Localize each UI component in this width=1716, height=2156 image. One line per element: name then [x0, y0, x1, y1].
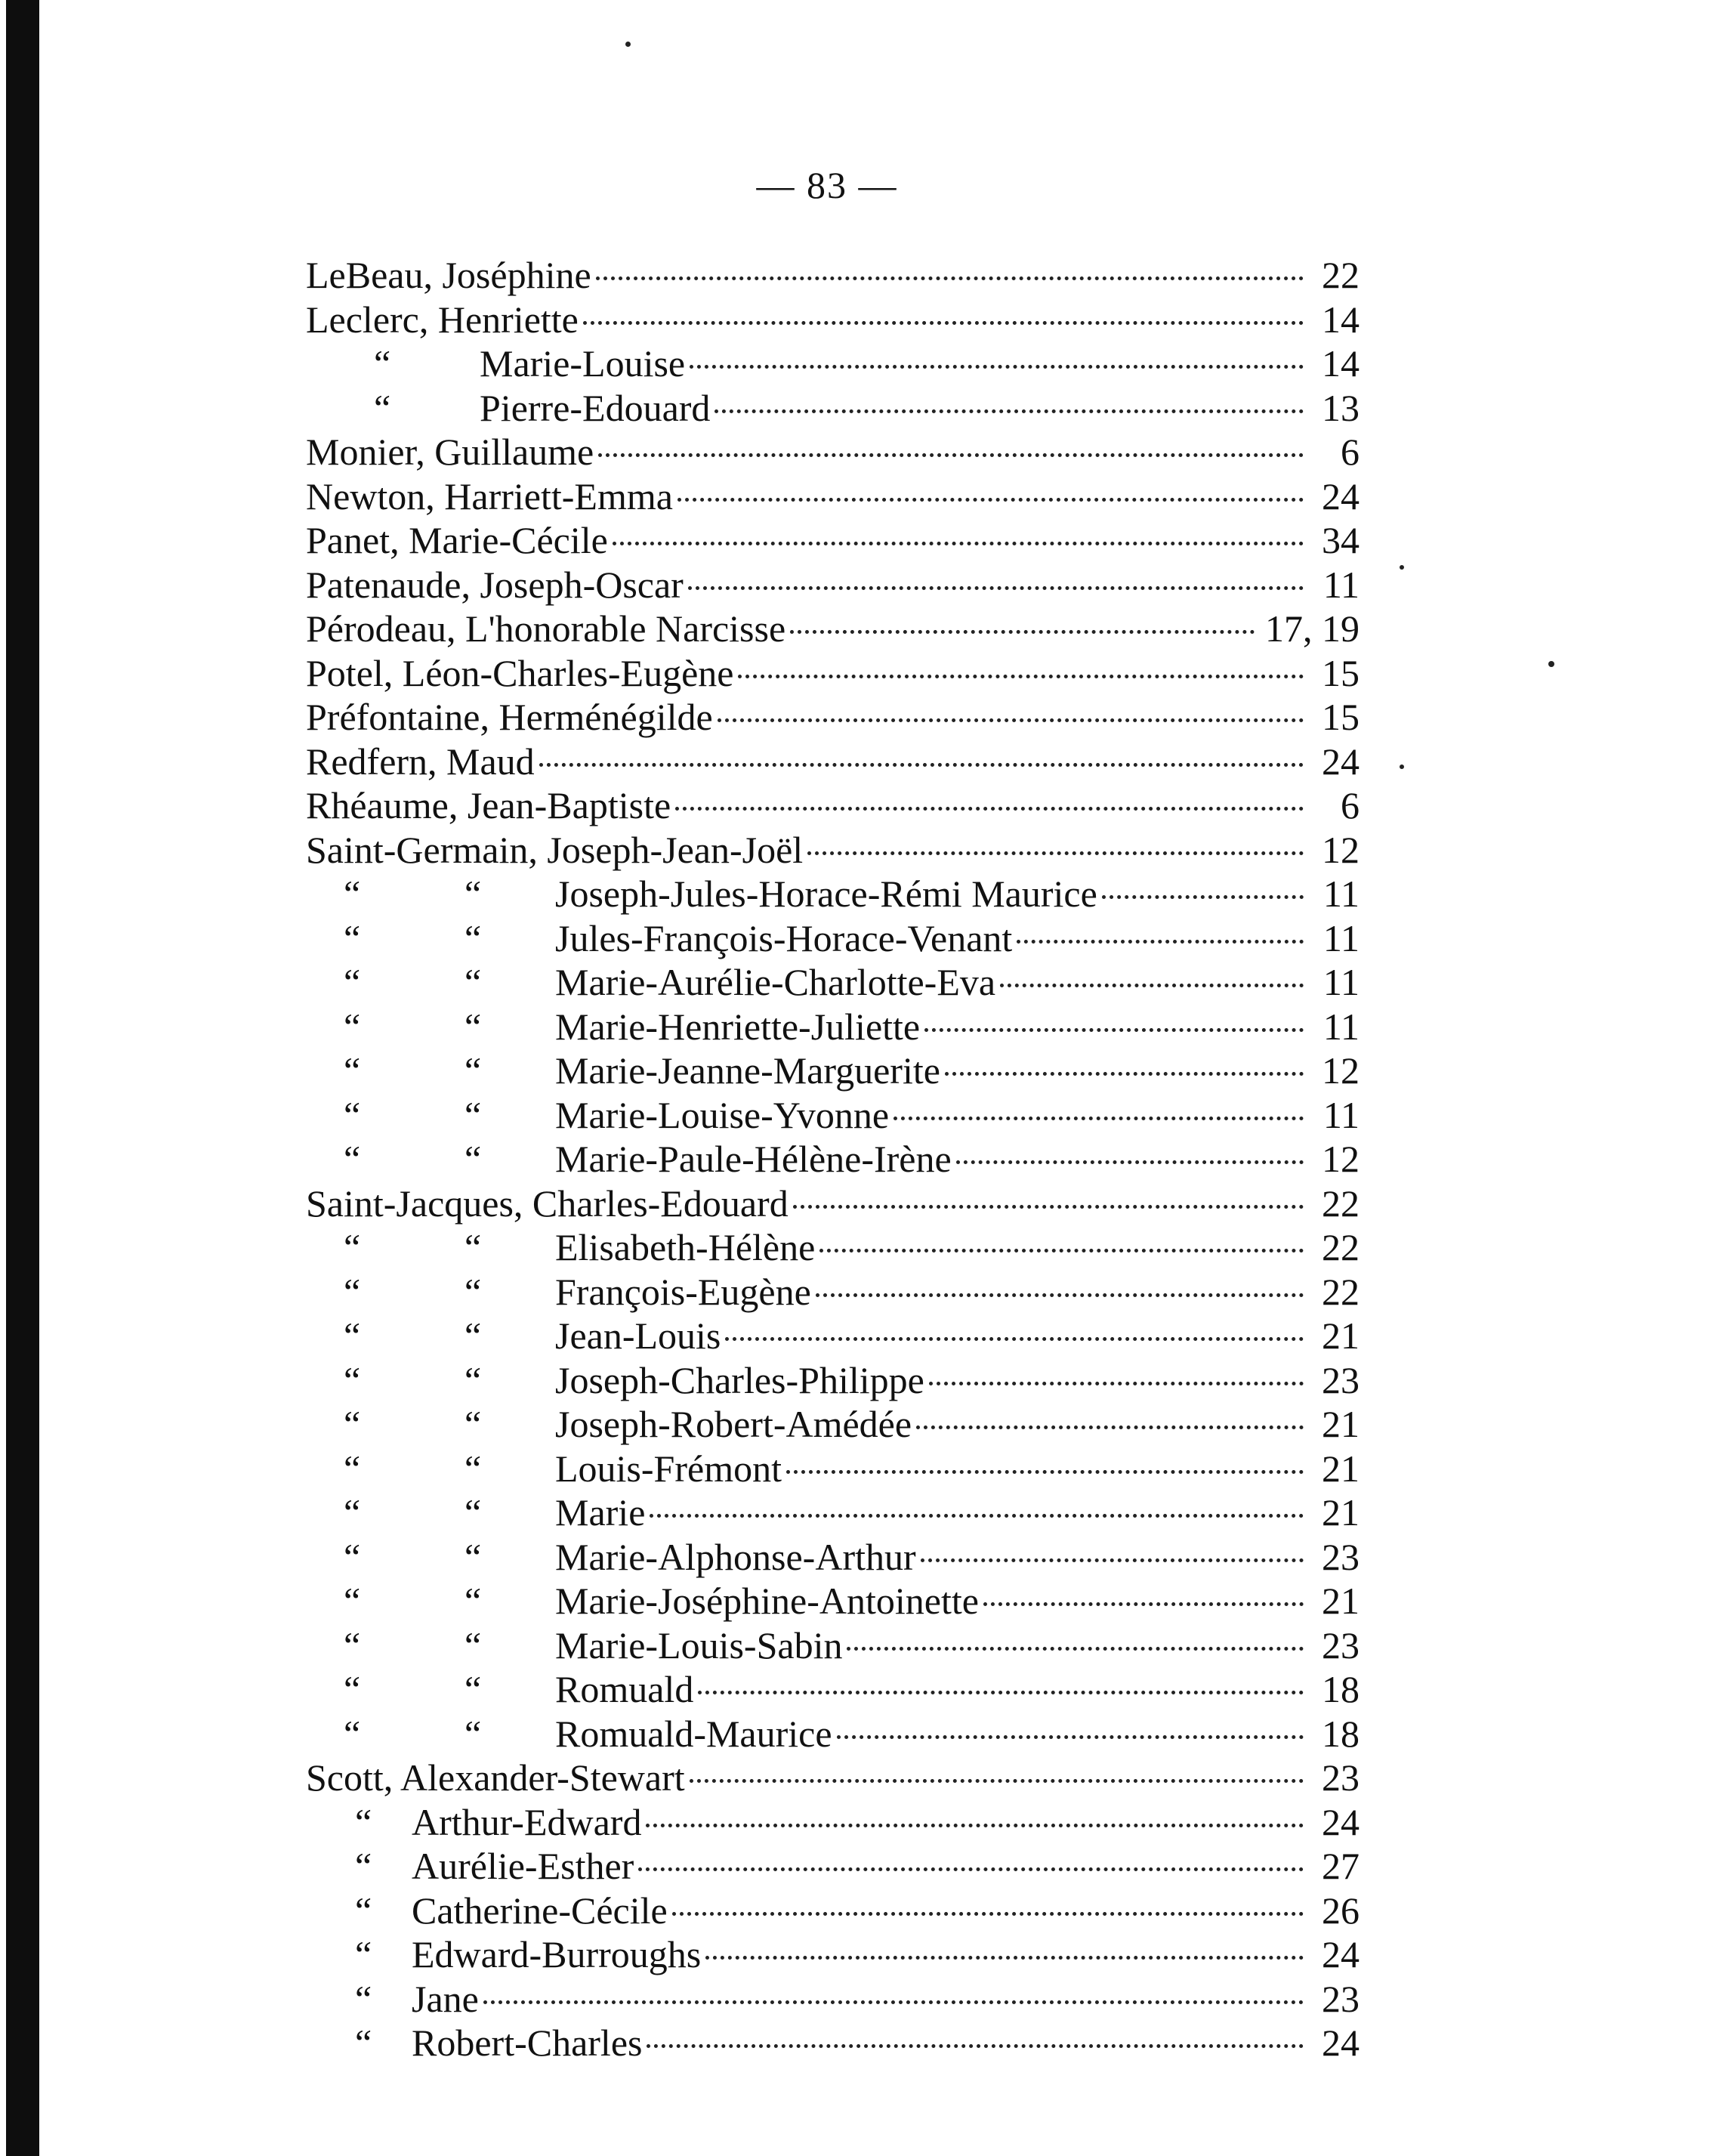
- ditto-mark: “: [344, 1226, 361, 1268]
- ditto-mark: “: [344, 1005, 361, 1048]
- ditto-mark: “: [355, 1977, 372, 2020]
- entry-name: Romuald-Maurice: [555, 1712, 832, 1755]
- dot-leader: [929, 1376, 1304, 1385]
- index-entry: [306, 1137, 1360, 1181]
- ditto-mark: “: [344, 1491, 361, 1534]
- page-number: — 83 —: [756, 164, 898, 206]
- index-entry: [306, 607, 1360, 651]
- index-entry: [306, 1932, 1360, 1977]
- ditto-mark: “: [464, 1049, 482, 1092]
- entry-page-reference: 23: [1322, 1623, 1360, 1666]
- index-entry: [306, 828, 1360, 873]
- dot-leader: [705, 1950, 1304, 1960]
- index-entry: [306, 1977, 1360, 2022]
- index-entry: [306, 1535, 1360, 1580]
- entry-page-reference: 14: [1322, 298, 1360, 341]
- dot-leader: [483, 1994, 1304, 2004]
- dot-leader: [983, 1596, 1304, 1606]
- scan-speck: [1400, 565, 1404, 570]
- dot-leader: [718, 712, 1304, 722]
- entry-name: Louis-Frémont: [555, 1447, 782, 1490]
- dot-leader: [816, 1287, 1304, 1297]
- index-entry: [306, 341, 1360, 386]
- entry-name: Potel, Léon-Charles-Eugène: [306, 651, 734, 694]
- dot-leader: [1000, 978, 1304, 987]
- index-entry: [306, 1093, 1360, 1138]
- dot-leader: [714, 403, 1304, 413]
- ditto-mark: “: [464, 1138, 482, 1180]
- dot-leader: [790, 624, 1255, 634]
- entry-name: Rhéaume, Jean-Baptiste: [306, 784, 671, 826]
- entry-page-reference: 24: [1322, 2022, 1360, 2064]
- entry-page-reference: 23: [1322, 1358, 1360, 1401]
- entry-page-reference: 24: [1322, 1933, 1360, 1975]
- entry-name: Pérodeau, L'honorable Narcisse: [306, 607, 786, 650]
- ditto-mark: “: [464, 961, 482, 1003]
- dot-leader: [819, 1243, 1304, 1253]
- dot-leader: [677, 492, 1304, 502]
- entry-name: Marie: [555, 1491, 646, 1534]
- index-entry: [306, 1270, 1360, 1314]
- entry-name: Edward-Burroughs: [412, 1933, 702, 1975]
- index-entry: [306, 651, 1360, 696]
- entry-page-reference: 23: [1322, 1535, 1360, 1578]
- scan-speck: [1400, 764, 1404, 769]
- entry-name: François-Eugène: [555, 1270, 811, 1313]
- ditto-mark: “: [374, 342, 391, 385]
- entry-page-reference: 18: [1322, 1668, 1360, 1710]
- dot-leader: [596, 270, 1304, 280]
- entry-name: Marie-Joséphine-Antoinette: [555, 1580, 979, 1622]
- entry-name: Panet, Marie-Cécile: [306, 519, 608, 561]
- entry-page-reference: 21: [1322, 1580, 1360, 1622]
- ditto-mark: “: [344, 1712, 361, 1755]
- entry-name: Jane: [412, 1977, 479, 2020]
- ditto-mark: “: [344, 1623, 361, 1666]
- entry-page-reference: 14: [1322, 342, 1360, 385]
- dot-leader: [956, 1154, 1304, 1164]
- entry-name: Jean-Louis: [555, 1314, 721, 1357]
- index-entry: [306, 1667, 1360, 1712]
- ditto-mark: “: [464, 1535, 482, 1578]
- entry-page-reference: 11: [1322, 1005, 1360, 1048]
- dot-leader: [807, 845, 1304, 855]
- ditto-mark: “: [344, 1668, 361, 1710]
- dot-leader: [786, 1464, 1304, 1474]
- dot-leader: [1017, 934, 1304, 944]
- entry-name: Marie-Henriette-Juliette: [555, 1005, 921, 1048]
- ditto-mark: “: [464, 1093, 482, 1136]
- index-entry: [306, 740, 1360, 784]
- index-entry: [306, 518, 1360, 563]
- ditto-mark: “: [464, 916, 482, 959]
- entry-page-reference: 12: [1322, 1049, 1360, 1092]
- dot-leader: [945, 1066, 1304, 1076]
- index-entry: [306, 1579, 1360, 1623]
- dot-leader: [647, 2038, 1304, 2048]
- ditto-mark: “: [344, 916, 361, 959]
- entry-page-reference: 12: [1322, 828, 1360, 871]
- ditto-mark: “: [355, 1933, 372, 1975]
- ditto-mark: “: [355, 2022, 372, 2064]
- entry-name: Elisabeth-Hélène: [555, 1226, 816, 1268]
- index-entry: [306, 2021, 1360, 2065]
- entry-page-reference: 21: [1322, 1447, 1360, 1490]
- entry-name: Leclerc, Henriette: [306, 298, 579, 341]
- entry-name: Préfontaine, Herménégilde: [306, 696, 713, 738]
- dot-leader: [613, 536, 1304, 545]
- dot-leader: [650, 1508, 1304, 1518]
- entry-page-reference: 11: [1322, 1093, 1360, 1136]
- ditto-mark: “: [464, 1580, 482, 1622]
- entry-name: Arthur-Edward: [412, 1800, 642, 1843]
- entry-name: Newton, Harriett-Emma: [306, 474, 673, 517]
- dot-leader: [598, 447, 1304, 457]
- ditto-mark: “: [374, 386, 391, 429]
- ditto-mark: “: [344, 1138, 361, 1180]
- entry-name: Aurélie-Esther: [412, 1845, 634, 1887]
- dot-leader: [638, 1861, 1304, 1871]
- ditto-mark: “: [464, 1005, 482, 1048]
- dot-leader: [539, 757, 1304, 767]
- index-entry: [306, 872, 1360, 916]
- index-entry: [306, 1756, 1360, 1800]
- name-index-list: [306, 253, 1360, 2065]
- dot-leader: [921, 1552, 1304, 1562]
- index-entry: [306, 253, 1360, 298]
- dot-leader: [690, 359, 1304, 369]
- entry-name: LeBeau, Joséphine: [306, 254, 591, 296]
- dot-leader: [698, 1685, 1304, 1694]
- entry-page-reference: 27: [1322, 1845, 1360, 1887]
- dot-leader: [793, 1199, 1304, 1209]
- entry-name: Saint-Jacques, Charles-Edouard: [306, 1181, 789, 1225]
- dot-leader: [837, 1729, 1304, 1739]
- entry-page-reference: 12: [1322, 1138, 1360, 1180]
- entry-name: Marie-Louis-Sabin: [555, 1623, 843, 1666]
- entry-name: Marie-Aurélie-Charlotte-Eva: [555, 961, 996, 1003]
- ditto-mark: “: [464, 1447, 482, 1490]
- entry-page-reference: 24: [1322, 740, 1360, 783]
- entry-name: Redfern, Maud: [306, 740, 535, 783]
- ditto-mark: “: [464, 1491, 482, 1534]
- index-entry: [306, 1490, 1360, 1535]
- entry-name: Scott, Alexander-Stewart: [306, 1756, 685, 1799]
- entry-page-reference: 24: [1322, 474, 1360, 517]
- ditto-mark: “: [464, 1314, 482, 1357]
- ditto-mark: “: [344, 1580, 361, 1622]
- entry-page-reference: 6: [1341, 431, 1360, 473]
- ditto-mark: “: [344, 1403, 361, 1445]
- index-entry: [306, 695, 1360, 740]
- ditto-mark: “: [464, 1623, 482, 1666]
- ditto-mark: “: [344, 1314, 361, 1357]
- dot-leader: [725, 1331, 1304, 1341]
- index-entry: [306, 1225, 1360, 1270]
- entry-name: Saint-Germain, Joseph-Jean-Joël: [306, 828, 804, 871]
- entry-name: Marie-Louise-Yvonne: [555, 1093, 890, 1136]
- entry-page-reference: 11: [1322, 916, 1360, 959]
- dot-leader: [583, 315, 1304, 325]
- book-spine-edge: [6, 0, 39, 2156]
- index-entry: [306, 1623, 1360, 1668]
- dot-leader: [646, 1818, 1304, 1827]
- ditto-mark: “: [344, 1093, 361, 1136]
- entry-page-reference: 15: [1322, 696, 1360, 738]
- entry-page-reference: 22: [1322, 1181, 1360, 1225]
- ditto-mark: “: [344, 1358, 361, 1401]
- index-entry: [306, 298, 1360, 342]
- entry-name: Pierre-Edouard: [480, 386, 711, 429]
- entry-name: Joseph-Jules-Horace-Rémi Maurice: [555, 873, 1097, 915]
- entry-page-reference: 34: [1322, 519, 1360, 561]
- entry-page-reference: 21: [1322, 1403, 1360, 1445]
- ditto-mark: “: [344, 961, 361, 1003]
- ditto-mark: “: [464, 1226, 482, 1268]
- entry-page-reference: 22: [1322, 254, 1360, 296]
- entry-name: Monier, Guillaume: [306, 431, 594, 473]
- ditto-mark: “: [464, 1358, 482, 1401]
- index-entry: [306, 1181, 1360, 1226]
- dot-leader: [847, 1641, 1304, 1651]
- entry-name: Joseph-Charles-Philippe: [555, 1358, 924, 1401]
- index-entry: [306, 1844, 1360, 1889]
- index-entry: [306, 960, 1360, 1005]
- entry-page-reference: 22: [1322, 1270, 1360, 1313]
- entry-name: Joseph-Robert-Amédée: [555, 1403, 912, 1445]
- dot-leader: [924, 1022, 1304, 1032]
- ditto-mark: “: [464, 873, 482, 915]
- dot-leader: [690, 1773, 1304, 1783]
- index-entry: [306, 430, 1360, 474]
- entry-page-reference: 11: [1322, 961, 1360, 1003]
- ditto-mark: “: [464, 1668, 482, 1710]
- scan-speck: [625, 42, 631, 47]
- ditto-mark: “: [344, 873, 361, 915]
- entry-name: Marie-Jeanne-Marguerite: [555, 1049, 940, 1092]
- entry-page-reference: 6: [1341, 784, 1360, 826]
- entry-page-reference: 11: [1322, 873, 1360, 915]
- ditto-mark: “: [464, 1712, 482, 1755]
- ditto-mark: “: [344, 1270, 361, 1313]
- ditto-mark: “: [464, 1270, 482, 1313]
- index-entry: [306, 474, 1360, 519]
- index-entry: [306, 1712, 1360, 1756]
- index-entry: [306, 1447, 1360, 1491]
- index-entry: [306, 1800, 1360, 1845]
- index-entry: [306, 1889, 1360, 1933]
- entry-page-reference: 17, 19: [1265, 607, 1360, 650]
- entry-page-reference: 18: [1322, 1712, 1360, 1755]
- index-entry: [306, 386, 1360, 431]
- ditto-mark: “: [344, 1535, 361, 1578]
- entry-name: Jules-François-Horace-Venant: [555, 916, 1013, 959]
- ditto-mark: “: [355, 1845, 372, 1887]
- entry-page-reference: 21: [1322, 1491, 1360, 1534]
- entry-name: Catherine-Cécile: [412, 1889, 668, 1932]
- entry-page-reference: 15: [1322, 651, 1360, 694]
- scan-speck: [1548, 661, 1554, 667]
- index-entry: [306, 1314, 1360, 1358]
- entry-name: Romuald: [555, 1668, 694, 1710]
- entry-page-reference: 11: [1322, 563, 1360, 606]
- index-entry: [306, 1402, 1360, 1447]
- ditto-mark: “: [464, 1403, 482, 1445]
- entry-page-reference: 23: [1322, 1756, 1360, 1799]
- dot-leader: [1102, 889, 1304, 899]
- index-entry: [306, 1049, 1360, 1093]
- entry-page-reference: 22: [1322, 1226, 1360, 1268]
- index-entry: [306, 563, 1360, 607]
- dot-leader: [893, 1110, 1304, 1120]
- index-entry: [306, 783, 1360, 828]
- index-entry: [306, 1005, 1360, 1049]
- entry-page-reference: 24: [1322, 1800, 1360, 1843]
- dot-leader: [688, 580, 1304, 590]
- entry-page-reference: 13: [1322, 386, 1360, 429]
- ditto-mark: “: [344, 1447, 361, 1490]
- dot-leader: [738, 669, 1304, 678]
- ditto-mark: “: [344, 1049, 361, 1092]
- entry-name: Marie-Louise: [480, 342, 686, 385]
- entry-name: Robert-Charles: [412, 2022, 643, 2064]
- entry-page-reference: 23: [1322, 1977, 1360, 2020]
- ditto-mark: “: [355, 1800, 372, 1843]
- index-entry: [306, 916, 1360, 961]
- entry-page-reference: 21: [1322, 1314, 1360, 1357]
- dot-leader: [675, 801, 1304, 811]
- entry-name: Marie-Alphonse-Arthur: [555, 1535, 916, 1578]
- entry-name: Marie-Paule-Hélène-Irène: [555, 1138, 952, 1180]
- entry-name: Patenaude, Joseph-Oscar: [306, 563, 684, 606]
- dot-leader: [916, 1419, 1304, 1429]
- entry-page-reference: 26: [1322, 1889, 1360, 1932]
- dot-leader: [672, 1906, 1304, 1916]
- ditto-mark: “: [355, 1889, 372, 1932]
- index-entry: [306, 1358, 1360, 1403]
